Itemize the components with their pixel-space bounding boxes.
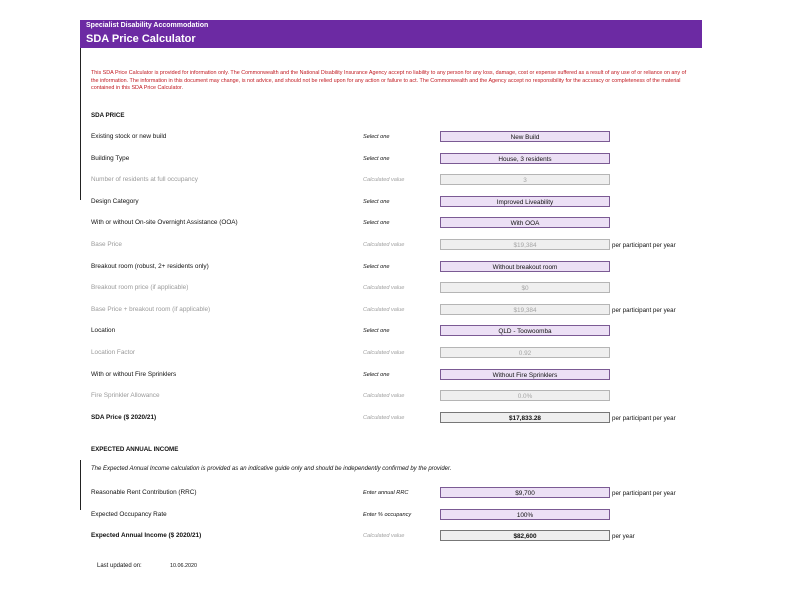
sda-input-cell-0[interactable]: New Build (440, 131, 610, 142)
income-input-cell-1[interactable]: 100% (440, 509, 610, 520)
sda-label-9: Location (91, 327, 116, 335)
sda-hint-7: Calculated value (363, 285, 405, 292)
sda-hint-4: Select one (363, 220, 390, 227)
sda-input-cell-4[interactable]: With OOA (440, 217, 610, 228)
sda-label-1: Building Type (91, 154, 130, 162)
income-hint-0: Enter annual RRC (363, 490, 409, 496)
sda-calculated-cell-12: 0.0% (440, 390, 610, 401)
disclaimer-text: This SDA Price Calculator is provided for information only. The Commonwealth and the National Disability Insurance Agency accept no liability to any person for any loss, damage, cost or expense suffered as a result of any use of or reliance on any of the information. The information in this document may change, is not advice, and should not be relied upon for any action or failure to act. The Commonwealth and the Agency accept no responsibility for the accuracy or completeness of the material contained in this SDA Price Calculator. (91, 70, 687, 91)
income-hint-2: Calculated value (363, 533, 405, 539)
sda-hint-10: Calculated value (363, 350, 405, 356)
sda-input-cell-11[interactable]: Without Fire Sprinklers (440, 369, 610, 380)
sda-calculated-cell-8: $19,384 (440, 304, 610, 315)
sda-label-8: Base Price + breakout room (if applicable) (91, 305, 211, 313)
sda-label-2: Number of residents at full occupancy (91, 176, 198, 184)
header-subtitle: Specialist Disability Accommodation (86, 22, 209, 29)
expected-income-heading: EXPECTED ANNUAL INCOME (91, 446, 179, 453)
sda-label-5: Base Price (91, 241, 122, 248)
sda-hint-13: Calculated value (363, 414, 405, 421)
sda-hint-1: Select one (363, 155, 390, 162)
sda-calculated-cell-10: 0.92 (440, 347, 610, 358)
sda-label-0: Existing stock or new build (91, 133, 167, 140)
sda-calculated-cell-7: $0 (440, 282, 610, 293)
sda-hint-8: Calculated value (363, 306, 405, 313)
calculator-header (80, 20, 702, 48)
column-border-lower (80, 460, 81, 510)
last-updated-label: Last updated on: (97, 563, 142, 569)
sda-calculated-cell-5: $19,384 (440, 239, 610, 250)
income-label-1: Expected Occupancy Rate (91, 510, 167, 518)
income-calculated-cell-2: $82,600 (440, 530, 610, 541)
sda-hint-3: Select one (363, 198, 390, 205)
sda-input-cell-9[interactable]: QLD - Toowoomba (440, 325, 610, 336)
sda-calculated-cell-2: 3 (440, 174, 610, 185)
income-label-0: Reasonable Rent Contribution (RRC) (91, 489, 197, 496)
last-updated-value: 10.06.2020 (170, 563, 197, 569)
page-title: SDA Price Calculator (86, 33, 196, 45)
sda-hint-5: Calculated value (363, 242, 405, 248)
column-border (80, 40, 81, 200)
sda-label-10: Location Factor (91, 349, 136, 356)
sda-price-heading: SDA PRICE (91, 112, 125, 119)
sda-label-3: Design Category (91, 197, 139, 205)
sda-label-11: With or without Fire Sprinklers (91, 370, 177, 378)
sda-unit-5: per participant per year (612, 242, 676, 249)
income-input-cell-0[interactable]: $9,700 (440, 487, 610, 498)
sda-hint-6: Select one (363, 263, 390, 270)
sda-label-13: SDA Price ($ 2020/21) (91, 413, 157, 421)
sda-hint-11: Select one (363, 371, 390, 378)
sda-hint-9: Select one (363, 328, 390, 335)
sda-hint-0: Select one (363, 134, 390, 140)
sda-input-cell-1[interactable]: House, 3 residents (440, 153, 610, 164)
sda-label-6: Breakout room (robust, 2+ residents only) (91, 262, 209, 270)
sda-input-cell-6[interactable]: Without breakout room (440, 261, 610, 272)
income-unit-0: per participant per year (612, 490, 676, 497)
income-label-2: Expected Annual Income ($ 2020/21) (91, 532, 202, 539)
sda-input-cell-3[interactable]: Improved Liveability (440, 196, 610, 207)
sda-hint-12: Calculated value (363, 393, 405, 400)
sda-label-12: Fire Sprinkler Allowance (91, 392, 160, 400)
income-hint-1: Enter % occupancy (363, 511, 412, 518)
sda-label-7: Breakout room price (if applicable) (91, 284, 189, 292)
income-unit-2: per year (612, 533, 635, 540)
sda-unit-8: per participant per year (612, 306, 676, 314)
sda-hint-2: Calculated value (363, 177, 405, 184)
sda-label-4: With or without On-site Overnight Assistance (OOA) (91, 219, 238, 227)
income-note: The Expected Annual Income calculation is provided as an indicative guide only and should be independently confirmed by the provider. (91, 466, 452, 472)
sda-unit-13: per participant per year (612, 414, 676, 422)
sda-calculated-cell-13: $17,833.28 (440, 412, 610, 423)
